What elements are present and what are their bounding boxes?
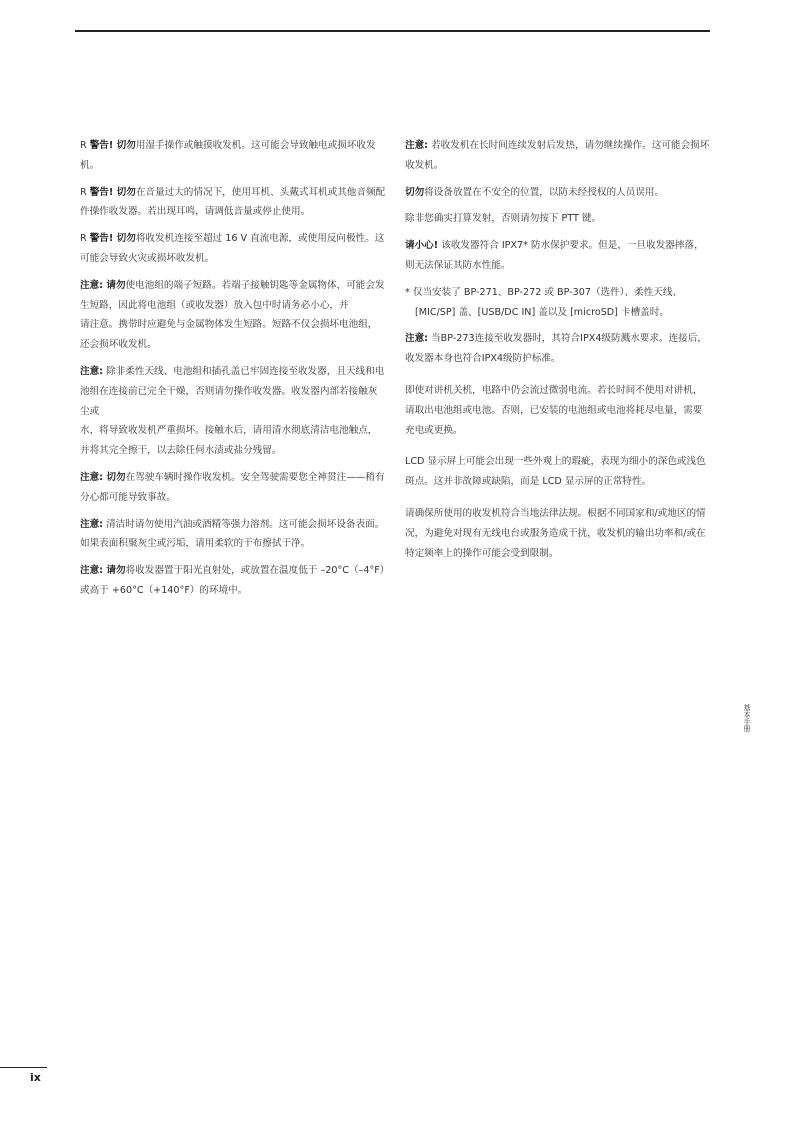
caution-short-circuit-cont: 请注意。携带时应避免与金属物体发生短路。短路不仅会损坏电池组，还会损坏收发机。 <box>80 319 378 351</box>
top-rule <box>75 30 710 32</box>
note-regulations: 请确保所使用的收发机符合当地法律法规。根据不同国家和/或地区的情况，为避免对现有无线电台或服务造成干扰，收发机的输出功率和/或在特定频率上的操作可能会受到限制。 <box>405 507 706 559</box>
page-number: ix <box>30 1071 41 1084</box>
note-lcd-spots: LCD 显示屏上可能会出现一些外观上的瑕疵，表现为细小的深色或浅色斑点。这并非故障或缺陷，而是 LCD 显示屏的正常特性。 <box>405 456 706 488</box>
footnote-ipx7-cont: [MIC/SP] 盖、[USB/DC IN] 盖以及 [microSD] 卡槽盖时。 <box>415 306 669 318</box>
caution-driving: 注意: 切勿在驾驶车辆时操作收发机。安全驾驶需要您全神贯注——稍有分心都可能导致事故。 <box>80 471 385 503</box>
caution-overheat: 注意: 若收发机在长时间连续发射后发热，请勿继续操作。这可能会损坏收发机。 <box>405 140 710 171</box>
warning-volume: R 警告! 切勿在音量过大的情况下，使用耳机、头戴式耳机或其他音频配件操作收发器。若出现耳鸣，请调低音量或停止使用。 <box>80 186 386 218</box>
caution-cleaning: 注意: 清洁时请勿使用汽油或酒精等强力溶剂。这可能会损坏设备表面。如果表面积聚灰尘或污垢，请用柔软的干布擦拭干净。 <box>80 518 385 550</box>
note-ptt: 除非您确实打算发射，否则请勿按下 PTT 键。 <box>405 213 602 225</box>
footnote-ipx7: * 仅当安装了 BP-271、BP-272 或 BP-307（选件）、柔性天线、 <box>405 286 683 298</box>
side-section-label: 基本手册 <box>743 704 751 732</box>
warning-wet-hands: R 警告! 切勿用湿手操作或触摸收发机。这可能会导致触电或损坏收发机。 <box>80 140 376 171</box>
right-column <box>405 136 711 570</box>
caution-short-circuit: 注意: 请勿使电池组的端子短路。若端子接触钥匙等金属物体，可能会发生短路，因此将电池组（或收发器）放入包中时请务必小心，并 <box>80 279 385 311</box>
caution-temperature: 注意: 请勿将收发器置于阳光直射处，或放置在温度低于 –20°C（–4°F）或高于 +60°C（+140°F）的环境中。 <box>80 565 385 596</box>
warning-power-supply: R 警告! 切勿将收发机连接至超过 16 V 直流电源，或使用反向极性。这可能会导致火灾或损坏收发机。 <box>80 233 385 264</box>
caution-water-dust-cont: 水，将导致收发机严重损坏。接触水后，请用清水彻底清洁电池触点，并将其完全擦干，以去除任何水渍或盐分残留。 <box>80 425 378 457</box>
note-standby-current: 即使对讲机关机，电路中仍会流过微弱电流。若长时间不使用对讲机，请取出电池组或电池。否则，已安装的电池组或电池将耗尽电量，需要充电或更换。 <box>405 384 703 436</box>
caution-ipx4: 注意: 当BP-273连接至收发器时，其符合IPX4级防溅水要求。连接后，收发器本身也符合IPX4级防护标准。 <box>405 333 707 365</box>
left-column <box>80 136 386 608</box>
careful-ipx7: 请小心! 该收发器符合 IPX7* 防水保护要求。但是，一旦收发器摔落，则无法保证其防水性能。 <box>405 240 704 271</box>
footer-rule <box>0 1067 47 1068</box>
note-unsafe-placement: 切勿将设备放置在不安全的位置，以防未经授权的人员误用。 <box>405 186 665 198</box>
caution-water-dust: 注意: 除非柔性天线、电池组和插孔盖已牢固连接至收发器，且天线和电池组在连接前已完全干燥，否则请勿操作收发器。收发器内部若接触灰尘或 <box>80 365 385 417</box>
